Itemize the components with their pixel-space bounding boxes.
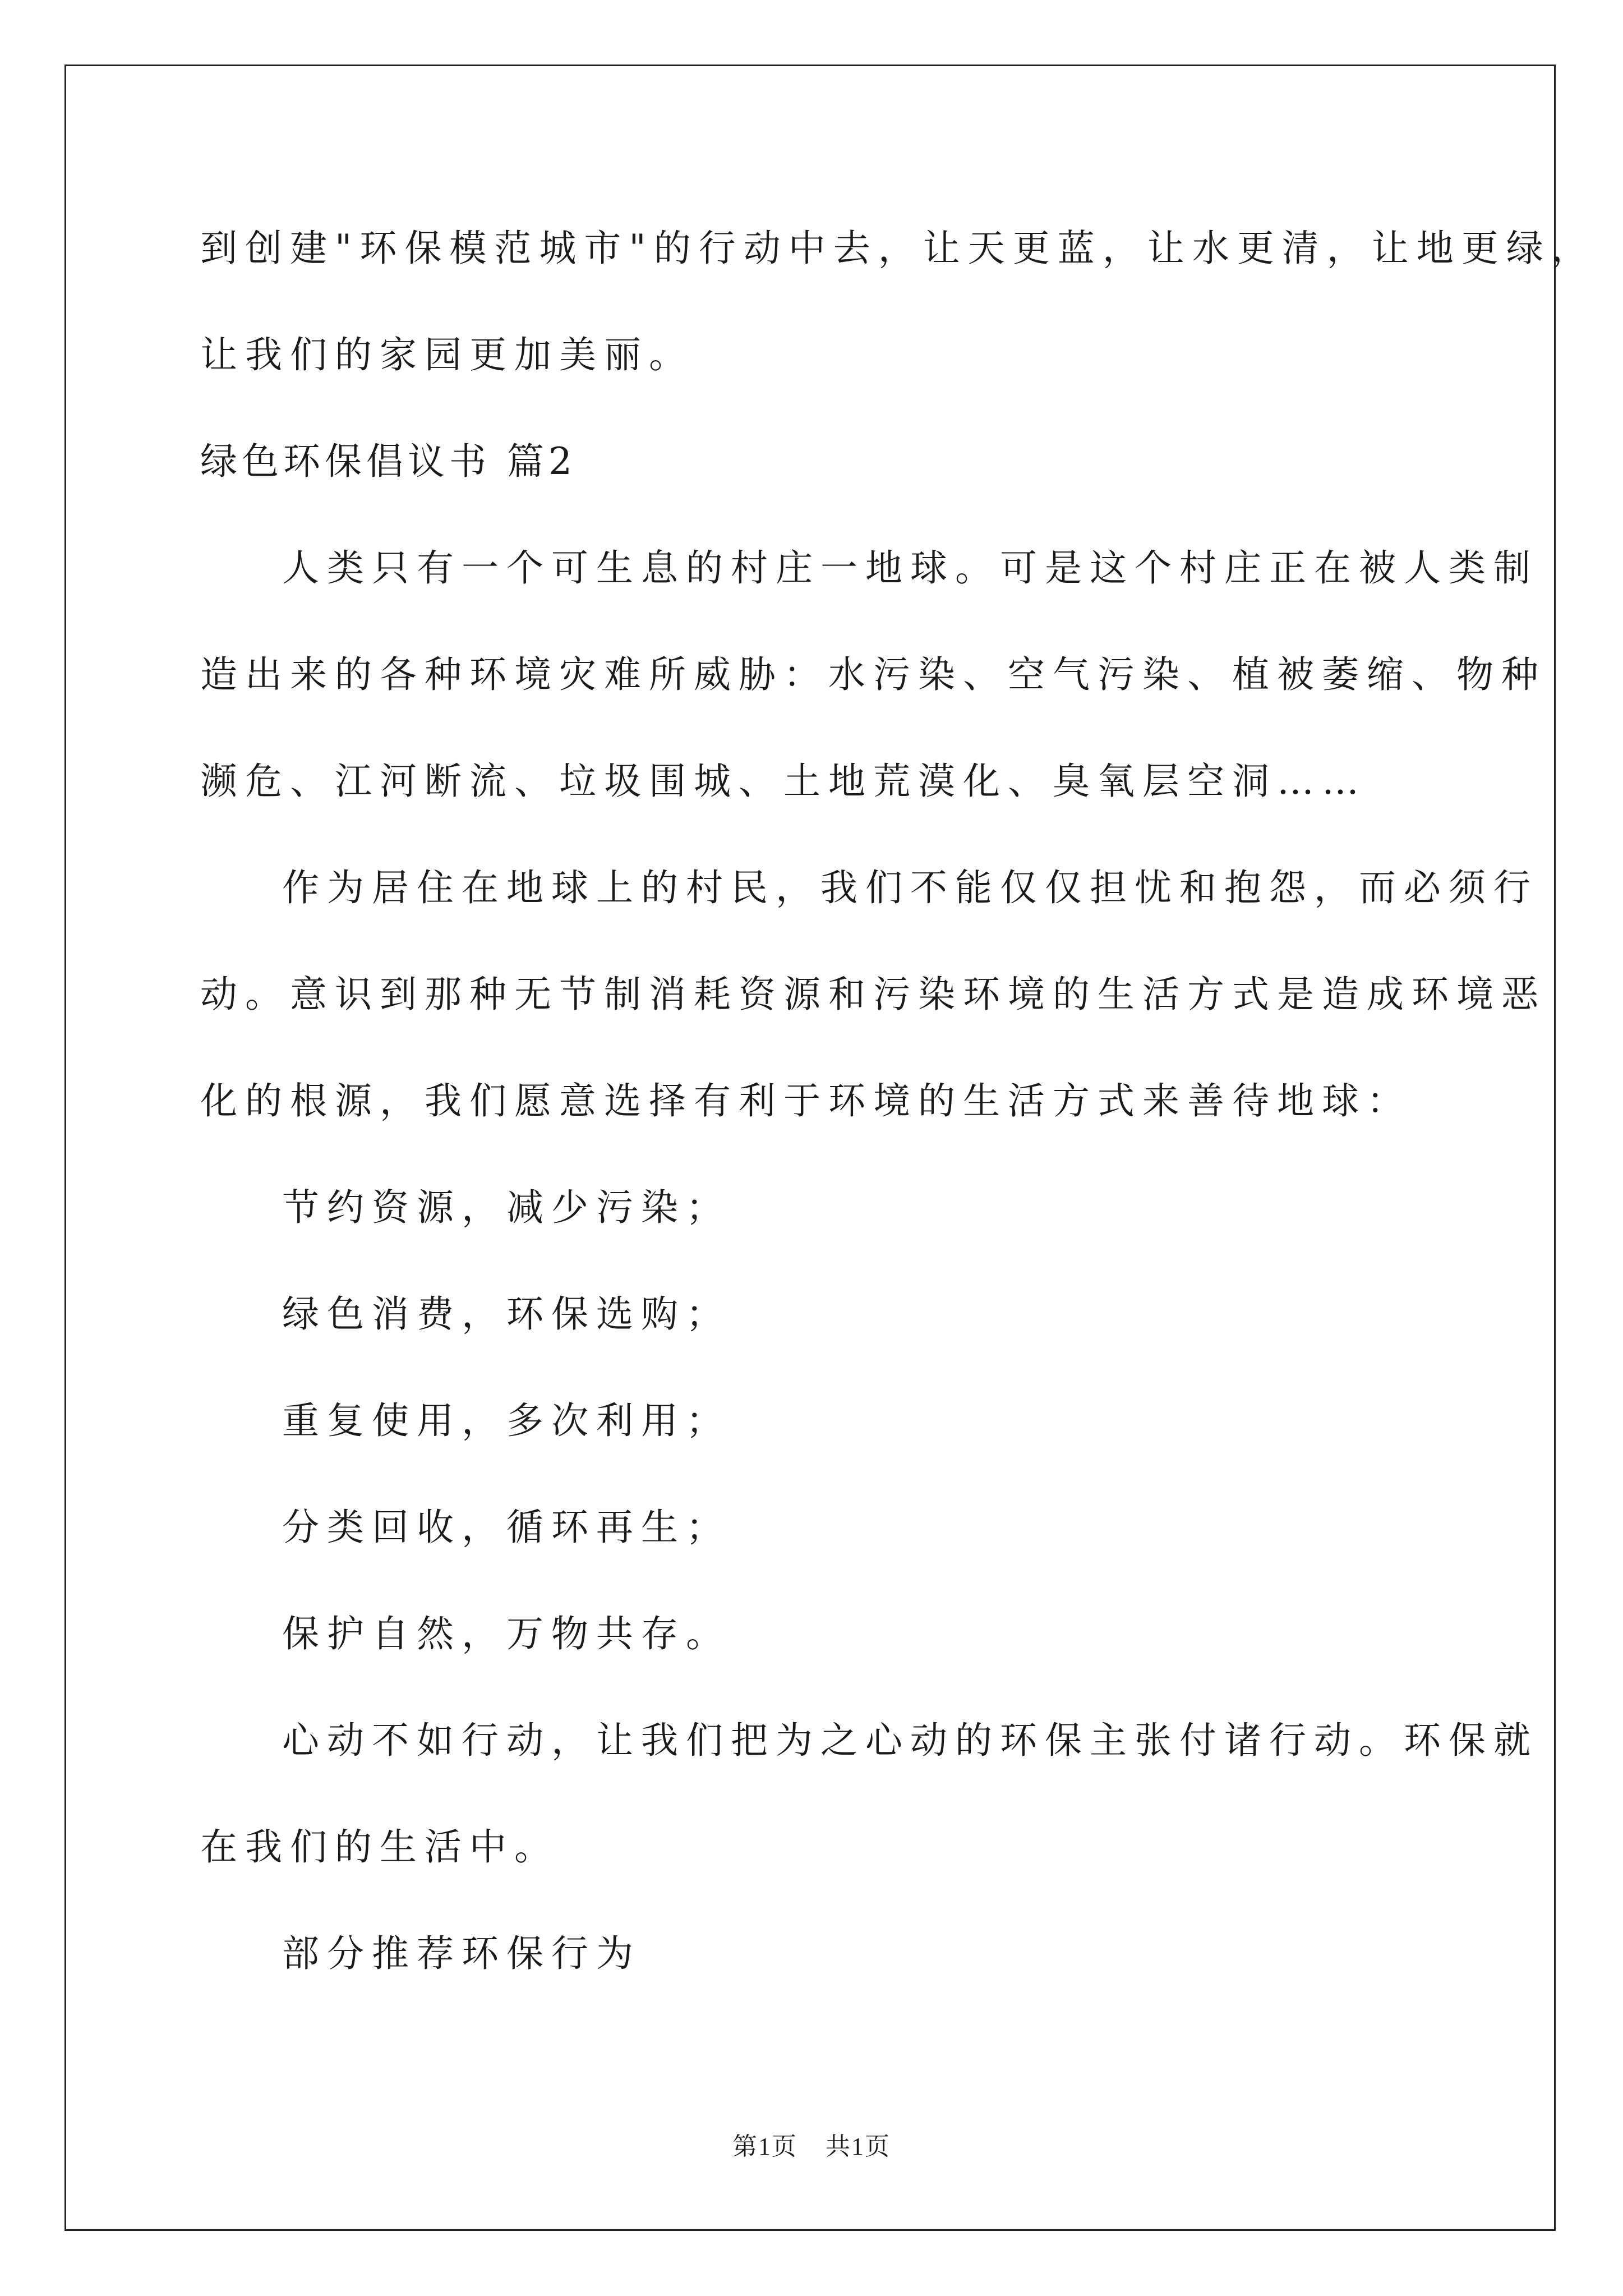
paragraph-1-line-3: 濒危、江河断流、垃圾围城、土地荒漠化、臭氧层空洞…… xyxy=(200,760,1367,803)
paragraph-3-line-1: 心动不如行动，让我们把为之心动的环保主张付诸行动。环保就 xyxy=(282,1719,1538,1762)
paragraph-1-line-1: 人类只有一个可生息的村庄一地球。可是这个村庄正在被人类制 xyxy=(282,546,1538,590)
list-item-3: 重复使用，多次利用； xyxy=(282,1399,731,1442)
page-footer xyxy=(0,2126,1623,2162)
body-line-1: 到创建"环保模范城市"的行动中去，让天更蓝，让水更清，让地更绿， xyxy=(200,227,1596,270)
list-item-5: 保护自然，万物共存。 xyxy=(282,1612,731,1655)
body-line-2: 让我们的家园更加美丽。 xyxy=(200,333,694,376)
paragraph-3-line-2: 在我们的生活中。 xyxy=(200,1825,559,1869)
paragraph-1-line-2: 造出来的各种环境灾难所威胁：水污染、空气污染、植被萎缩、物种 xyxy=(200,653,1546,696)
paragraph-2-line-1: 作为居住在地球上的村民，我们不能仅仅担忧和抱怨，而必须行 xyxy=(282,866,1538,909)
paragraph-2-line-2: 动。意识到那种无节制消耗资源和污染环境的生活方式是造成环境恶 xyxy=(200,973,1546,1016)
list-item-1: 节约资源，减少污染； xyxy=(282,1186,731,1229)
list-item-2: 绿色消费，环保选购； xyxy=(282,1292,731,1336)
paragraph-4-line-1: 部分推荐环保行为 xyxy=(282,1932,641,1975)
paragraph-2-line-3: 化的根源，我们愿意选择有利于环境的生活方式来善待地球： xyxy=(200,1079,1412,1122)
page-border xyxy=(64,65,1556,2231)
list-item-4: 分类回收，循环再生； xyxy=(282,1506,731,1549)
page-number: 第1页 xyxy=(732,2133,797,2160)
page-total: 共1页 xyxy=(826,2133,891,2160)
section-heading: 绿色环保倡议书 篇2 xyxy=(200,440,577,483)
